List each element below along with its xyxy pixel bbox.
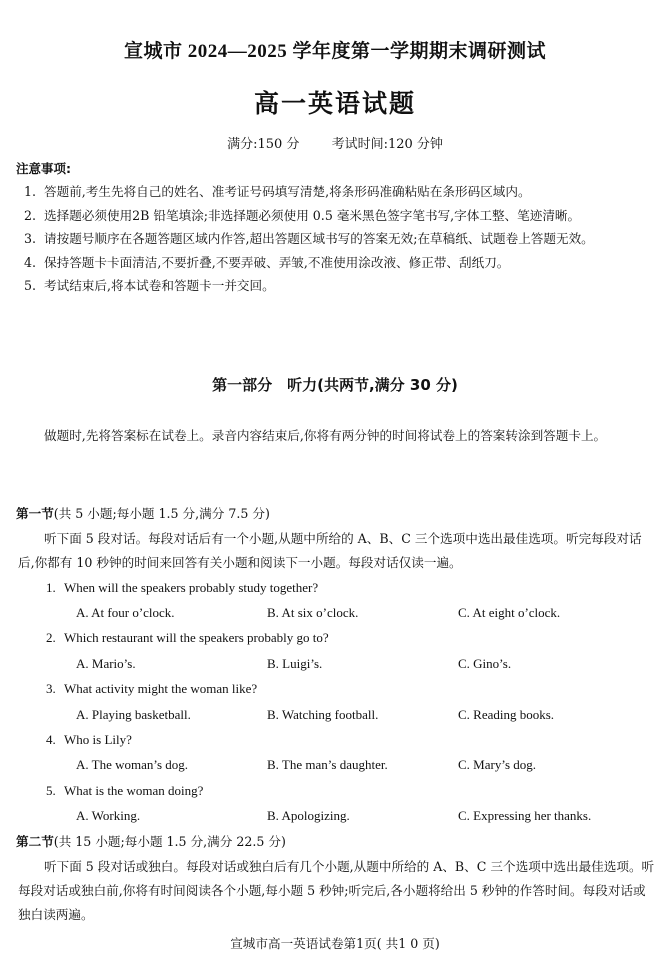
section2-instruction: 听下面 5 段对话或独白。每段对话或独白后有几个小题,从题中所给的 A、B、C 三个选项中选出最佳选项。听每段对话或独白前,你将有时间阅读各个小题,每小题 5 秒钟;听完后,各小题将给出 5 秒钟的作答时间。每段对话或独白读两遍。 [18,859,655,922]
notes-heading: 注意事项: [16,161,71,176]
option-a: A. Playing basketball. [76,707,191,722]
part1-heading: 第一部分 听力(共两节,满分 30 分) [212,376,458,394]
question-number: 3. [46,681,56,696]
section1-instruction: 听下面 5 段对话。每段对话后有一个小题,从题中所给的 A、B、C 三个选项中选出最佳选项。听完每段对话后,你都有 10 秒钟的时间来回答有关小题和阅读下一小题。每段对话仅读一遍。 [18,531,642,570]
notes-list [20,180,660,298]
section1-heading [16,503,270,522]
note-number: 4. [24,254,37,270]
note-text: 请按题号顺序在各题答题区域内作答,超出答题区域书写的答案无效;在草稿纸、试题卷上答题无效。 [44,231,594,246]
question-number: 1. [46,580,56,595]
option-c: C. Reading books. [458,707,555,722]
note-item [20,180,660,204]
option-c: C. Gino’s. [458,656,512,671]
option-b: B. The man’s daughter. [267,757,388,772]
exam-title: 宣城市 2024—2025 学年度第一学期期末调研测试 [123,41,546,62]
note-text: 选择题必须使用2B 铅笔填涂;非选择题必须使用 0.5 毫米黑色签字笔书写,字体工整、笔迹清晰。 [44,207,581,223]
exam-subject-title: 高一英语试题 [253,89,416,118]
question-text: Who is Lily? [64,732,132,747]
option-c: C. Mary’s dog. [458,757,536,772]
note-item [20,274,660,298]
option-b: B. At six o’clock. [267,605,359,620]
option-a: A. Working. [76,808,141,823]
option-a: A. Mario’s. [76,656,136,671]
question-number: 2. [46,630,56,645]
page-footer: 宣城市高一英语试卷第1页( 共1 0 页) [230,936,440,951]
note-number: 1. [24,184,37,199]
section2-info: (共 15 小题;每小题 1.5 分,满分 22.5 分) [53,834,286,849]
option-b: B. Watching football. [267,707,379,722]
note-text: 答题前,考生先将自己的姓名、准考证号码填写清楚,将条形码准确粘贴在条形码区域内。 [44,184,531,199]
exam-meta [0,133,670,152]
option-c: C. Expressing her thanks. [458,808,592,823]
question-number: 5. [46,783,56,798]
note-text: 考试结束后,将本试卷和答题卡一并交回。 [44,278,275,293]
note-item [20,227,660,251]
note-number: 2. [24,207,37,223]
note-number: 3. [24,231,37,246]
question-text: Which restaurant will the speakers probably go to? [64,630,329,645]
question-text: What is the woman doing? [64,783,204,798]
full-score: 满分:150 分 [227,137,300,152]
question-text: When will the speakers probably study together? [64,580,319,595]
option-b: B. Luigi’s. [267,656,323,671]
option-a: A. The woman’s dog. [76,757,189,772]
part1-instruction: 做题时,先将答案标在试卷上。录音内容结束后,你将有两分钟的时间将试卷上的答案转涂到答题卡上。 [44,428,607,443]
section2-label: 第二节 [16,834,54,849]
option-a: A. At four o’clock. [76,605,175,620]
option-c: C. At eight o’clock. [458,605,561,620]
section1-label: 第一节 [16,506,54,521]
section1-info: (共 5 小题;每小题 1.5 分,满分 7.5 分) [53,506,270,521]
section2-heading [16,831,286,850]
note-text: 保持答题卡卡面清洁,不要折叠,不要弄破、弄皱,不准使用涂改液、修正带、刮纸刀。 [44,254,510,270]
question-number: 4. [46,732,56,747]
exam-time: 考试时间:120 分钟 [331,137,443,152]
note-item [20,204,660,228]
option-b: B. Apologizing. [267,808,350,823]
question-text: What activity might the woman like? [64,681,258,696]
note-number: 5. [24,278,37,293]
note-item [20,251,660,275]
